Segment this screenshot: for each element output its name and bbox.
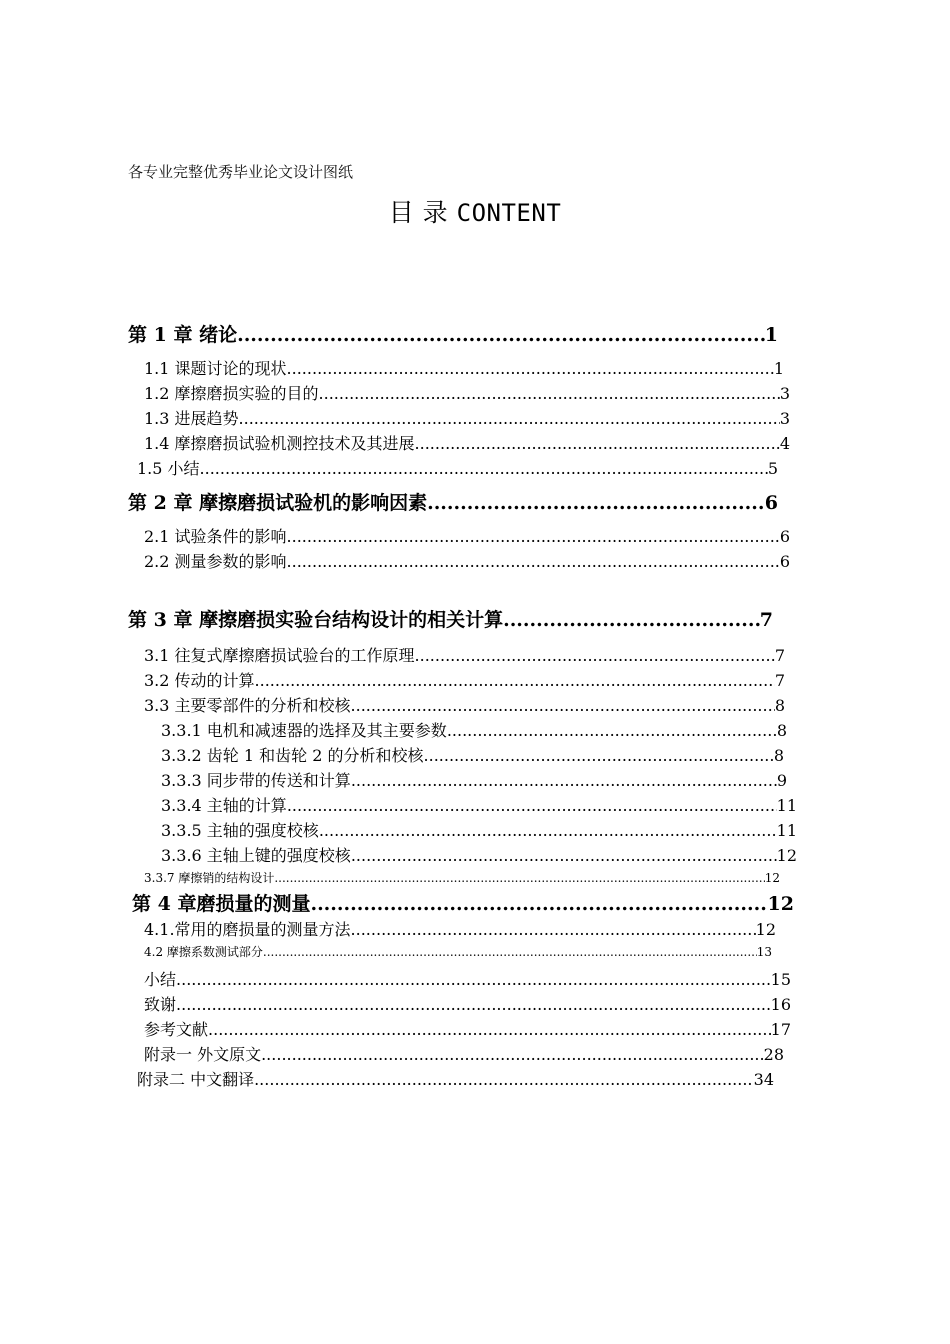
toc-page-number: 7 xyxy=(759,609,773,631)
toc-entry-text: 第 4 章磨损量的测量 xyxy=(132,893,311,915)
toc-entry-text: 3.3.6 主轴上键的强度校核 xyxy=(161,846,351,865)
toc-summary[interactable] xyxy=(144,967,791,990)
title-en: CONTENT xyxy=(456,199,562,227)
toc-chapter-1[interactable] xyxy=(128,320,778,347)
toc-subsection-3-3-1[interactable] xyxy=(161,718,787,741)
toc-entry-text: 3.3.5 主轴的强度校核 xyxy=(161,821,319,840)
toc-subsection-3-3-4[interactable] xyxy=(161,793,797,816)
toc-entry-text: 4.1.常用的磨损量的测量方法 xyxy=(144,920,351,939)
toc-page-number: 15 xyxy=(770,970,791,989)
toc-entry-text: 1.4 摩擦磨损试验机测控技术及其进展 xyxy=(144,434,415,453)
toc-entry-text: 4.2 摩擦系数测试部分 xyxy=(144,945,263,959)
toc-page-number: 12 xyxy=(755,920,776,939)
toc-entry-text: 2.2 测量参数的影响 xyxy=(144,552,287,571)
toc-section-1-5[interactable] xyxy=(137,456,778,479)
toc-entry-text: 附录一 外文原文 xyxy=(144,1045,262,1064)
toc-appendix-1[interactable] xyxy=(144,1042,784,1065)
title-cn: 目 录 xyxy=(388,198,449,227)
toc-section-1-4[interactable] xyxy=(144,431,790,454)
header-note: 各专业完整优秀毕业论文设计图纸 xyxy=(128,163,354,181)
toc-entry-text: 3.3.4 主轴的计算 xyxy=(161,796,287,815)
toc-entry-text: 第 3 章 摩擦磨损实验台结构设计的相关计算 xyxy=(128,609,504,631)
toc-page-number: 28 xyxy=(763,1045,784,1064)
toc-section-1-2[interactable] xyxy=(144,381,790,404)
toc-subsection-3-3-5[interactable] xyxy=(161,818,797,841)
toc-subsection-3-3-6[interactable] xyxy=(161,843,797,866)
toc-section-4-1[interactable] xyxy=(144,917,776,940)
toc-page-number: 11 xyxy=(776,821,797,840)
toc-entry-text: 2.1 试验条件的影响 xyxy=(144,527,287,546)
toc-subsection-3-3-7[interactable] xyxy=(144,869,780,886)
toc-page-number: 4 xyxy=(779,434,790,453)
toc-page-number: 8 xyxy=(774,696,785,715)
toc-page-number: 6 xyxy=(764,492,778,514)
toc-page-number: 16 xyxy=(770,995,791,1014)
toc-page-number: 1 xyxy=(773,359,784,378)
toc-page-number: 5 xyxy=(767,459,778,478)
toc-acknowledgements[interactable] xyxy=(144,992,791,1015)
toc-page-number: 17 xyxy=(770,1020,791,1039)
toc-page-number: 3 xyxy=(779,384,790,403)
toc-page-number: 6 xyxy=(779,552,790,571)
toc-section-1-1[interactable] xyxy=(144,356,784,379)
toc-page-number: 7 xyxy=(774,671,785,690)
toc-entry-text: 3.3.3 同步带的传送和计算 xyxy=(161,771,351,790)
toc-entry-text: 致谢 xyxy=(144,995,177,1014)
toc-entry-text: 小结 xyxy=(144,970,177,989)
page-title xyxy=(0,193,950,229)
toc-page-number: 7 xyxy=(774,646,785,665)
toc-appendix-2[interactable] xyxy=(137,1067,774,1090)
toc-subsection-3-3-2[interactable] xyxy=(161,743,784,766)
toc-entry-text: 1.1 课题讨论的现状 xyxy=(144,359,287,378)
toc-page-number: 11 xyxy=(776,796,797,815)
toc-entry-text: 3.3.7 摩擦销的结构设计 xyxy=(144,871,275,885)
toc-page-number: 8 xyxy=(773,746,784,765)
toc-page-number: 6 xyxy=(779,527,790,546)
toc-subsection-3-3-3[interactable] xyxy=(161,768,787,791)
toc-chapter-3[interactable] xyxy=(128,605,773,632)
toc-page-number: 8 xyxy=(776,721,787,740)
toc-page-number: 3 xyxy=(779,409,790,428)
toc-entry-text: 1.5 小结 xyxy=(137,459,200,478)
toc-page-number: 12 xyxy=(767,893,794,915)
toc-section-3-2[interactable] xyxy=(144,668,785,691)
toc-entry-text: 3.3.1 电机和减速器的选择及其主要参数 xyxy=(161,721,447,740)
toc-entry-text: 1.2 摩擦磨损实验的目的 xyxy=(144,384,319,403)
toc-page-number: 9 xyxy=(776,771,787,790)
toc-section-3-3[interactable] xyxy=(144,693,785,716)
toc-entry-text: 第 2 章 摩擦磨损试验机的影响因素 xyxy=(128,492,428,514)
toc-chapter-2[interactable] xyxy=(128,488,778,515)
toc-section-4-2[interactable] xyxy=(144,943,772,960)
toc-entry-text: 参考文献 xyxy=(144,1020,209,1039)
toc-page-number: 34 xyxy=(753,1070,774,1089)
toc-entry-text: 3.1 往复式摩擦磨损试验台的工作原理 xyxy=(144,646,415,665)
toc-entry-text: 第 1 章 绪论 xyxy=(128,324,238,346)
toc-page-number: 13 xyxy=(756,945,772,959)
toc-page-number: 12 xyxy=(776,846,797,865)
toc-section-2-1[interactable] xyxy=(144,524,790,547)
toc-entry-text: 1.3 进展趋势 xyxy=(144,409,239,428)
toc-page-number: 12 xyxy=(764,871,780,885)
toc-section-1-3[interactable] xyxy=(144,406,790,429)
toc-section-3-1[interactable] xyxy=(144,643,785,666)
toc-entry-text: 3.3 主要零部件的分析和校核 xyxy=(144,696,351,715)
toc-entry-text: 3.3.2 齿轮 1 和齿轮 2 的分析和校核 xyxy=(161,746,424,765)
toc-section-2-2[interactable] xyxy=(144,549,790,572)
toc-entry-text: 3.2 传动的计算 xyxy=(144,671,255,690)
toc-page-number: 1 xyxy=(764,324,778,346)
toc-entry-text: 附录二 中文翻译 xyxy=(137,1070,255,1089)
toc-references[interactable] xyxy=(144,1017,791,1040)
toc-chapter-4[interactable] xyxy=(132,889,794,916)
